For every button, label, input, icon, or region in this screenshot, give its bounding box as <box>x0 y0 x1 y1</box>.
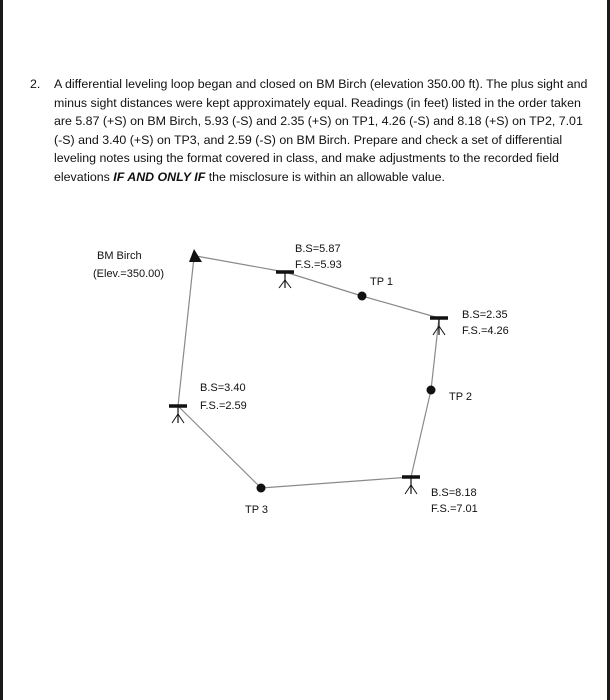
setup2-backsight: B.S=2.35 <box>462 309 508 321</box>
turning-point-3-marker <box>257 484 266 493</box>
loop-lines <box>178 256 439 488</box>
problem-text-main: A differential leveling loop began and closed on BM Birch (elevation 350.00 ft). The plus sight and minus sight distances were kept approximately equal. Readings (in feet) listed in the order taken are 5.87 (+S) on BM Birch, 5.93 (-S) and 2.35 (+S) on TP1, 4.26 (-S) and 8.18 (+S) on TP2, 7.01 (-S) and 3.40 (+S) on TP3, and 2.59 (-S) on BM Birch. Prepare and check a set of differential leveling notes using the format covered in class, and make adjustments to the recorded field elevations <box>54 77 588 184</box>
line-setup3-tp3 <box>261 477 411 488</box>
line-setup2-tp2 <box>431 318 439 390</box>
line-setup1-tp1 <box>285 272 362 296</box>
tp1-label: TP 1 <box>370 276 394 288</box>
tp3-label: TP 3 <box>245 504 269 516</box>
setup3-foresight: F.S.=7.01 <box>431 503 478 515</box>
level-instrument-icon <box>402 477 420 494</box>
tp2-label: TP 2 <box>449 391 473 403</box>
level-instrument-icon <box>169 406 187 423</box>
bm-label: BM Birch <box>97 250 142 262</box>
line-setup4-bm <box>178 257 194 406</box>
setup3-backsight: B.S=8.18 <box>431 487 477 499</box>
setup2-foresight: F.S.=4.26 <box>462 325 509 337</box>
line-tp3-setup4 <box>178 406 261 488</box>
setup1-foresight: F.S.=5.93 <box>295 259 342 271</box>
turning-point-2-marker <box>427 386 436 395</box>
turning-point-1-marker <box>358 292 367 301</box>
problem-number: 2. <box>30 77 41 91</box>
line-tp1-setup2 <box>362 296 439 318</box>
line-tp2-setup3 <box>411 390 431 477</box>
line-bm-setup1 <box>196 256 285 272</box>
setup1-backsight: B.S=5.87 <box>295 243 341 255</box>
bm-elevation: (Elev.=350.00) <box>93 268 165 280</box>
setup4-foresight: F.S.=2.59 <box>200 400 247 412</box>
benchmark-icon <box>189 249 202 262</box>
problem-text-end: the misclosure is within an allowable value. <box>205 169 445 184</box>
setup4-backsight: B.S=3.40 <box>200 382 246 394</box>
problem-emphasis: IF AND ONLY IF <box>113 169 206 184</box>
level-instrument-icon <box>430 318 448 335</box>
